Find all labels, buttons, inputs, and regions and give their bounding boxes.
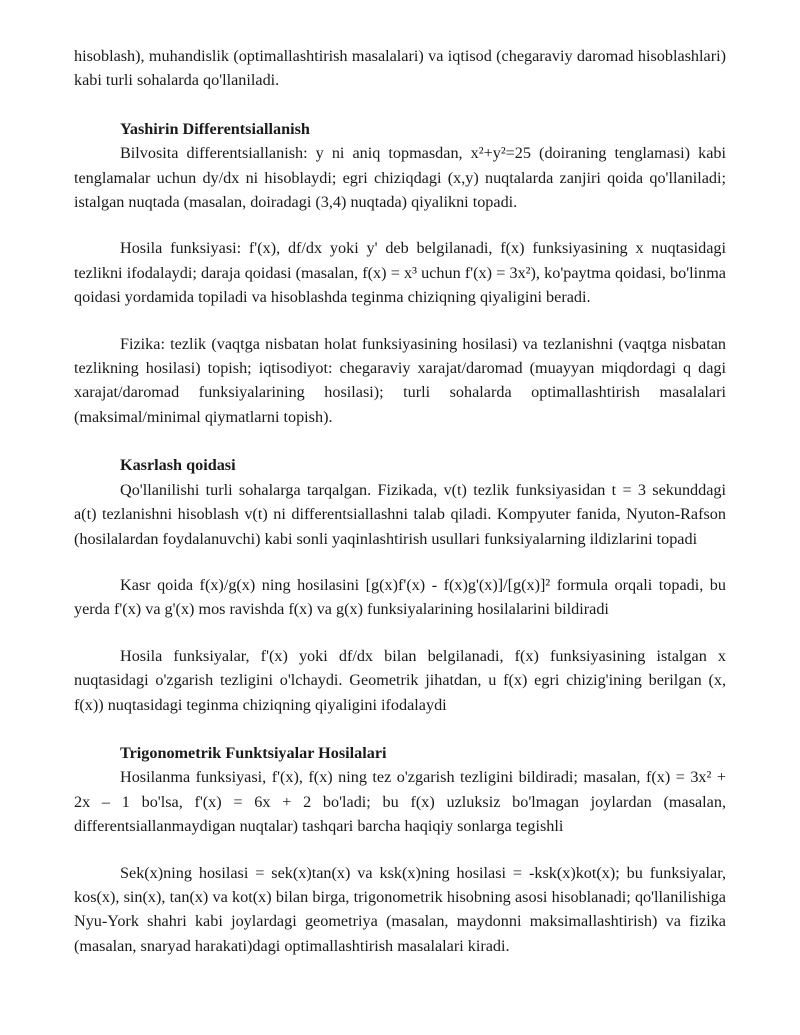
paragraph: Fizika: tezlik (vaqtga nisbatan holat funksiyasining hosilasi) va tezlanishni (vaqtga nisbatan tezlikning hosilasi) topish; iqtisodiyot: chegaraviy xarajat/daromad (muayyan miqdordagi q dagi xarajat/daromad funksiyalarining hosilasi); turli sohalarda optimallashtirish masalalari (maksimal/minimal qiymatlarni topish). — [74, 334, 726, 426]
section-heading-trig-derivatives: Trigonometrik Funktsiyalar Hosilalari — [120, 743, 387, 762]
section-heading-quotient-rule: Kasrlash qoidasi — [120, 456, 236, 475]
intro-paragraph: hisoblash), muhandislik (optimallashtirish masalalari) va iqtisod (chegaraviy daromad hisoblashlari) kabi turli sohalarda qo'llaniladi. — [74, 47, 726, 90]
document-page — [74, 44, 726, 958]
paragraph: Bilvosita differentsiallanish: y ni aniq topmasdan, x²+y²=25 (doiraning tenglamasi) kabi tenglamalar uchun dy/dx ni hisoblaydi; egri chiziqdagi (x,y) nuqtalarda zanjiri qoida qo'llaniladi; istalgan nuqtada (masalan, doiradagi (3,4) nuqtada) qiyalikni topadi. — [74, 144, 726, 212]
paragraph: Qo'llanilishi turli sohalarga tarqalgan. Fizikada, v(t) tezlik funksiyasidan t = 3 sekunddagi a(t) tezlanishni hisoblash v(t) ni differentsiallashni talab qiladi. Kompyuter fanida, Nyuton-Rafson (hosilalardan foydalanuvchi) kabi sonli yaqinlashtirish usullari funksiyalarning ildizlarini topadi — [74, 480, 726, 548]
paragraph: Hosilanma funksiyasi, f'(x), f(x) ning tez o'zgarish tezligini bildiradi; masalan, f(x) = 3x² + 2x – 1 bo'lsa, f'(x) = 6x + 2 bo'ladi; bu f(x) uzluksiz bo'lmagan joylardan (masalan, differentsiallanmaydigan nuqtalar) tashqari barcha haqiqiy sonlarga tegishli — [74, 768, 726, 836]
paragraph: Hosila funksiyalar, f'(x) yoki df/dx bilan belgilanadi, f(x) funksiyasining istalgan x nuqtasidagi o'zgarish tezligini o'lchaydi. Geometrik jihatdan, u f(x) egri chizig'ining berilgan (x, f(x)) nuqtasidagi teginma chiziqning qiyaligini ifodalaydi — [74, 646, 726, 714]
paragraph: Kasr qoida f(x)/g(x) ning hosilasini [g(x)f'(x) - f(x)g'(x)]/[g(x)]² formula orqali topadi, bu yerda f'(x) va g'(x) mos ravishda f(x) va g(x) funksiyalarining hosilalarini bildiradi — [74, 575, 726, 619]
paragraph: Hosila funksiyasi: f'(x), df/dx yoki y' deb belgilanadi, f(x) funksiyasining x nuqtasidagi tezlikni ifodalaydi; daraja qoidasi (masalan, f(x) = x³ uchun f'(x) = 3x²), ko'paytma qoidasi, bo'linma qoidasi yordamida topiladi va hisoblashda teginma chiziqning qiyaligini beradi. — [74, 239, 726, 307]
section-heading-implicit-differentiation: Yashirin Differentsiallanish — [120, 119, 310, 138]
paragraph: Sek(x)ning hosilasi = sek(x)tan(x) va ksk(x)ning hosilasi = -ksk(x)kot(x); bu funksiyalar, kos(x), sin(x), tan(x) va kot(x) bilan birga, trigonometrik hisobning asosi hisoblanadi; qo'llanilishiga Nyu-York shahri kabi joylardagi geometriya (masalan, maydonni maksimallashtirish) va fizika (masalan, snaryad harakati)dagi optimallashtirish masalalari kiradi. — [74, 863, 726, 955]
